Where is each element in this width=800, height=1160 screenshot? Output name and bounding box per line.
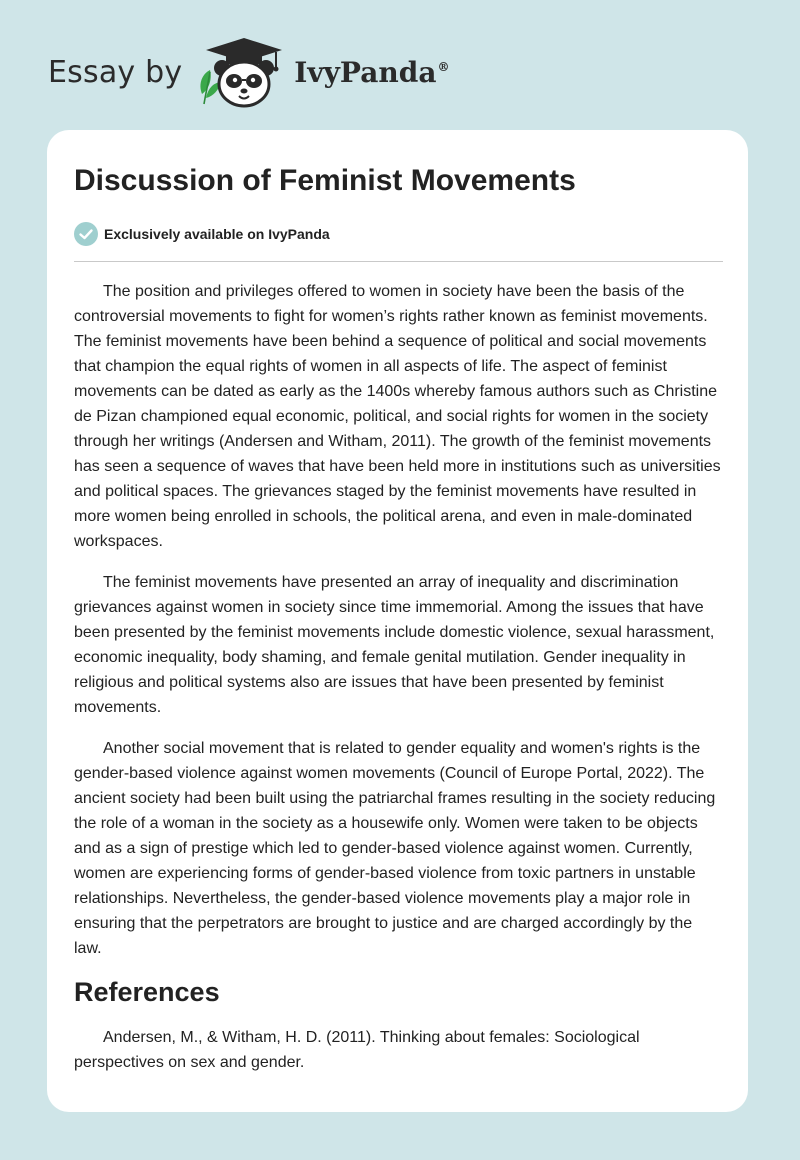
brand-name — [294, 56, 449, 89]
reference-item: Andersen, M., & Witham, H. D. (2011). Thinking about females: Sociological perspectives on sex and gender. — [74, 1029, 640, 1071]
check-circle-icon — [74, 222, 98, 246]
essay-body — [74, 279, 724, 1075]
divider — [74, 261, 723, 262]
paragraph: Another social movement that is related to gender equality and women's rights is the gender-based violence against women movements (Council of Europe Portal, 2022). The ancient society had been built using the patriarchal frames resulting in the society reducing the role of a woman in the society as a housewife only. Women were taken to be objects and as a sign of prestige which led to gender-based violence against women. Currently, women are experiencing forms of gender-based violence from toxic partners in unstable relationships. Nevertheless, the gender-based violence movements play a major role in ensuring that the perpetrators are brought to justice and are charged accordingly by the law. — [74, 740, 716, 957]
exclusive-badge-label: Exclusively available on IvyPanda — [104, 226, 330, 242]
page-title: Discussion of Feminist Movements — [74, 164, 576, 197]
references-heading: References — [74, 977, 220, 1007]
essay-by-label: Essay by — [48, 54, 183, 90]
exclusive-badge — [74, 222, 330, 246]
paragraph: The position and privileges offered to women in society have been the basis of the controversial movements to fight for women’s rights rather known as feminist movements. The feminist movements have been behind a sequence of political and social movements that champion the equal rights of women in all aspects of life. The aspect of feminist movements can be dated as early as the 1400s whereby famous authors such as Christine de Pizan championed equal economic, political, and social rights for women in the society through her writings (Andersen and Witham, 2011). The growth of the feminist movements has seen a sequence of waves that have been held more in institutions such as universities and political spaces. The grievances staged by the feminist movements have resulted in more women being enrolled in schools, the political arena, and even in male-dominated workspaces. — [74, 283, 721, 550]
paragraph: The feminist movements have presented an array of inequality and discrimination grievances against women in society since time immemorial. Among the issues that have been presented by the feminist movements include domestic violence, sexual harassment, economic inequality, body shaming, and female genital mutilation. Gender inequality in religious and political systems also are issues that have been presented by feminist movements. — [74, 574, 715, 716]
site-header — [48, 34, 449, 110]
panda-graduate-icon — [196, 34, 288, 110]
essay-card — [47, 130, 748, 1112]
brand-name-text: IvyPanda — [294, 55, 437, 89]
registered-mark: ® — [437, 59, 450, 74]
